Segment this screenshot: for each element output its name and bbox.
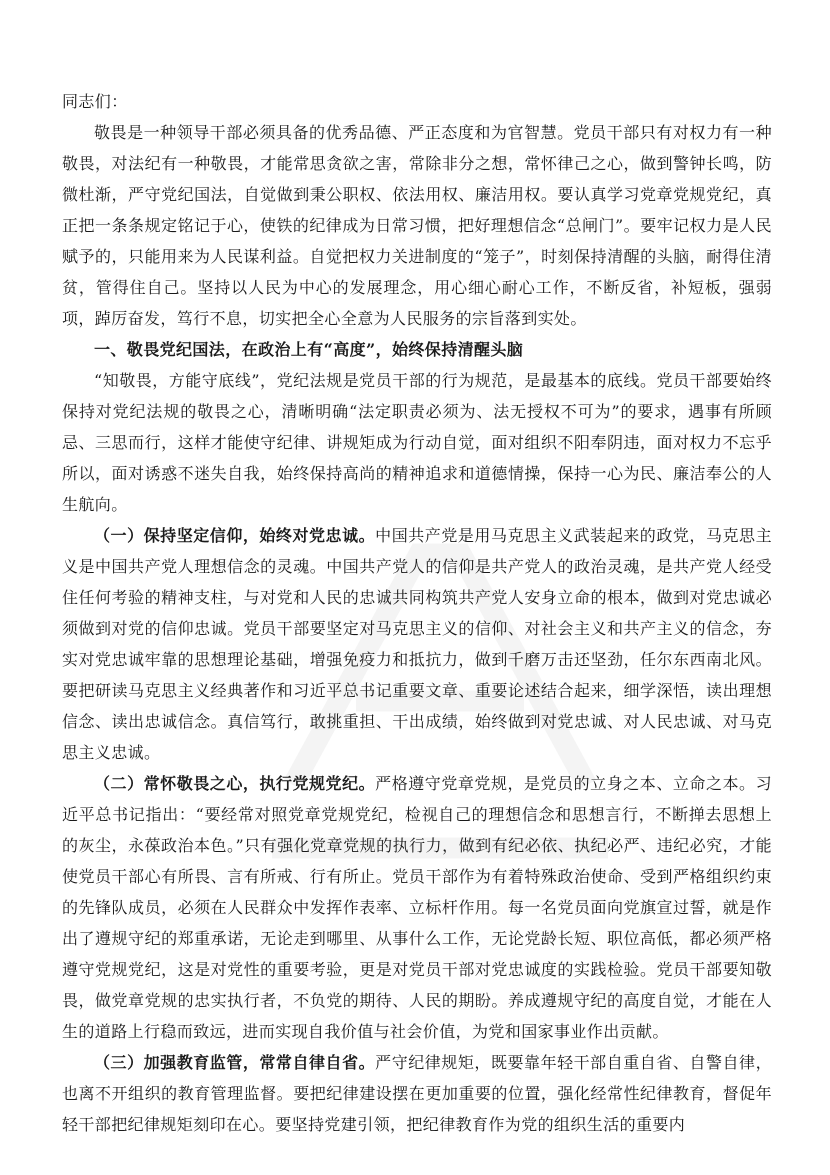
subsection-1-paragraph: [62, 520, 772, 768]
intro-paragraph: 敬畏是一种领导干部必须具备的优秀品德、严正态度和为官智慧。党员干部只有对权力有一种敬畏，对法纪有一种敬畏，才能常思贪欲之害，常除非分之想，常怀律己之心，做到警钟长鸣，防微杜渐，严守党纪国法，自觉做到秉公职权、依法用权、廉洁用权。要认真学习党章党规党纪，真正把一条条规定铭记于心，使铁的纪律成为日常习惯，把好理想信念“总闸门”。要牢记权力是人民赋予的，只能用来为人民谋利益。自觉把权力关进制度的“笼子”，时刻保持清醒的头脑，耐得住清贫，管得住自己。坚持以人民为中心的发展理念，用心细心耐心工作，不断反省，补短板，强弱项，踔厉奋发，笃行不息，切实把全心全意为人民服务的宗旨落到实处。: [62, 123, 772, 328]
subsection-3-paragraph: [62, 1047, 772, 1140]
subsection-1-text: 中国共产党是用马克思主义武装起来的政党，马克思主义是中国共产党人理想信念的灵魂。中国共产党人的信仰是共产党人的政治灵魂，是共产党人经受住任何考验的精神支柱，与对党和人民的忠诚共同构筑共产党人安身立命的根本，做到对党忠诚必须做到对党的信仰忠诚。党员干部要坚定对马克思主义的信仰、对社会主义和共产主义的信念，夯实对党忠诚牢靠的思想理论基础，增强免疫力和抵抗力，做到千磨万击还坚劲，任尔东西南北风。要把研读马克思主义经典著作和习近平总书记重要文章、重要论述结合起来，细学深悟，读出理想信念、读出忠诚信念。真信笃行，敢挑重担、干出成绩，始终做到对党忠诚、对人民忠诚、对马克思主义忠诚。: [62, 526, 772, 762]
greeting: 同志们：: [62, 92, 128, 111]
subsection-3-heading: （三）加强教育监管，常常自律自省。: [94, 1053, 376, 1072]
section-1-paragraph: “知敬畏，方能守底线”，党纪法规是党员干部的行为规范，是最基本的底线。党员干部要始终保持对党纪法规的敬畏之心，清晰明确“法定职责必须为、法无授权不可为”的要求，遇事有所顾忌、三思而行，这样才能使守纪律、讲规矩成为行动自觉，面对组织不阳奉阴违，面对权力不忘乎所以，面对诱惑不迷失自我，始终保持高尚的精神追求和道德情操，保持一心为民、廉洁奉公的人生航向。: [62, 371, 772, 514]
subsection-2-heading: （二）常怀敬畏之心，执行党规党纪。: [94, 774, 376, 793]
section-heading-1: 一、敬畏党纪国法，在政治上有“高度”，始终保持清醒头脑: [94, 340, 524, 359]
subsection-2-paragraph: [62, 768, 772, 1047]
subsection-1-heading: （一）保持坚定信仰，始终对党忠诚。: [94, 526, 376, 545]
document-body: [62, 86, 772, 1140]
subsection-3-text: 严守纪律规矩，既要靠年轻干部自重自省、自警自律，也离不开组织的教育管理监督。要把纪律建设摆在更加重要的位置，强化经常性纪律教育，督促年轻干部把纪律规矩刻印在心。要坚持党建引领，把纪律教育作为党的组织生活的重要内: [62, 1053, 772, 1134]
subsection-2-text: 严格遵守党章党规，是党员的立身之本、立命之本。习近平总书记指出：“要经常对照党章党规党纪，检视自己的理想信念和思想言行，不断掸去思想上的灰尘，永葆政治本色。”只有强化党章党规的执行力，做到有纪必依、执纪必严、违纪必究，才能使党员干部心有所畏、言有所戒、行有所止。党员干部作为有着特殊政治使命、受到严格组织约束的先锋队成员，必须在人民群众中发挥作表率、立标杆作用。每一名党员面向党旗宣过誓，就是作出了遵规守纪的郑重承诺，无论走到哪里、从事什么工作，无论党龄长短、职位高低，都必须严格遵守党规党纪，这是对党性的重要考验，更是对党员干部对党忠诚度的实践检验。党员干部要知敬畏，做党章党规的忠实执行者，不负党的期待、人民的期盼。养成遵规守纪的高度自觉，才能在人生的道路上行稳而致远，进而实现自我价值与社会价值，为党和国家事业作出贡献。: [62, 774, 772, 1041]
